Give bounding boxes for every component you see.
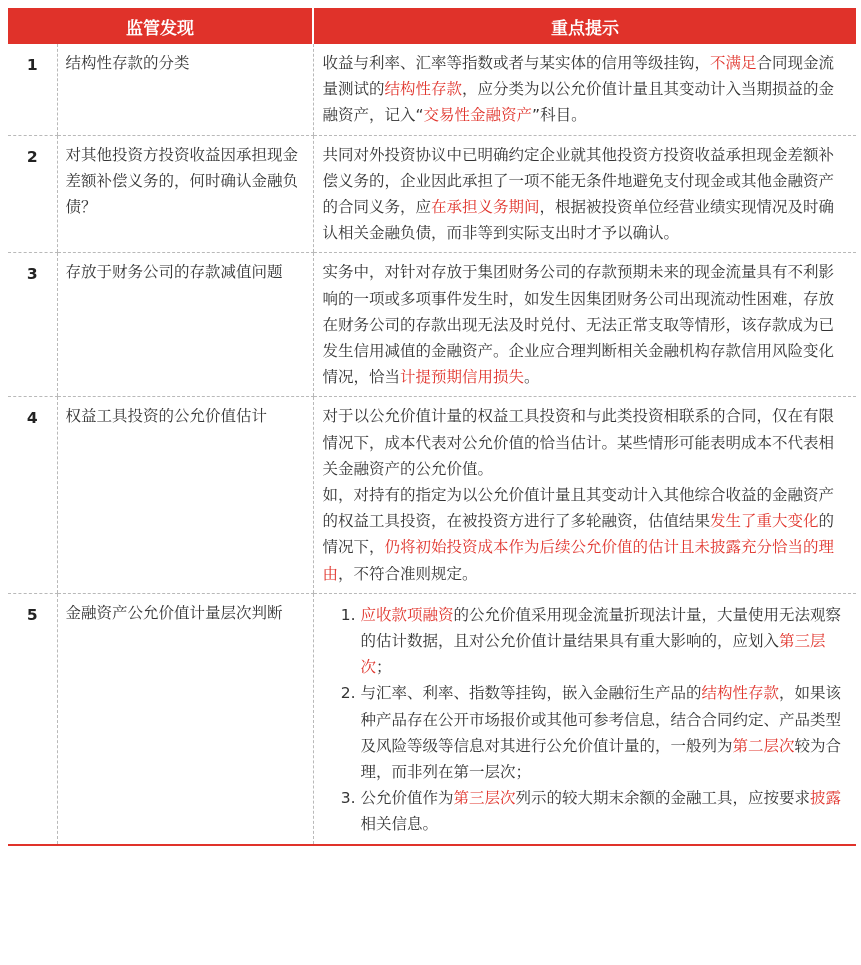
- tip-text: 公允价值作为: [360, 789, 454, 808]
- tip-cell: [313, 397, 856, 593]
- row-number: 3: [8, 253, 57, 397]
- highlight-text: 不满足: [710, 54, 757, 72]
- tip-text: 。: [524, 368, 540, 387]
- highlight-text: 披露: [810, 789, 842, 808]
- tip-cell: [313, 593, 856, 844]
- tip-text: ；: [376, 658, 392, 677]
- tip-text: ，如果该种产品存在公开市场报价或其他可参考信息，结合合同约定、产品类型及风险等级等信息对其进行公允价值计量的，一般列为: [360, 684, 842, 755]
- tip-cell: [313, 135, 856, 253]
- row-number: 2: [8, 135, 57, 253]
- regulatory-findings-table: [8, 8, 856, 846]
- tip-text: 相关信息。: [360, 815, 439, 834]
- tip-text: ，应分类为以公允价值计量且其变动计入当期损益的金融资产，记入“: [322, 80, 835, 125]
- tip-list-item: [361, 785, 849, 837]
- finding-cell: 权益工具投资的公允价值估计: [57, 397, 313, 593]
- highlight-text: 结构性存款: [384, 80, 463, 99]
- finding-cell: 对其他投资方投资收益因承担现金差额补偿义务的，何时确认金融负债？: [57, 135, 313, 253]
- table-header: [8, 8, 856, 44]
- highlight-text: 第三层次: [360, 632, 826, 677]
- table-row: [8, 593, 856, 844]
- tip-text: 列示的较大期末余额的金融工具，应按要求: [515, 789, 811, 808]
- highlight-text: 在承担义务期间: [431, 198, 540, 217]
- row-number: 5: [8, 593, 57, 844]
- highlight-text: 计提预期信用损失: [400, 368, 525, 387]
- tip-text: 较为合理，而非列在第一层次；: [360, 736, 842, 782]
- tip-text: 实务中，对针对存放于集团财务公司的存款预期未来的现金流量具有不利影响的一项或多项事件发生时，如发生因集团财务公司出现流动性困难，存放在财务公司的存款出现无法及时兑付、无法正常支取等情形，该存款成为已发生信用减值的金融资产。企业应合理判断相关金融机构存款信用风险变化情况，恰当: [322, 263, 835, 387]
- tip-text: 对于以公允价值计量的权益工具投资和与此类投资相联系的合同，仅在有限情况下，成本代表对公允价值的恰当估计。某些情形可能表明成本不代表相关金融资产的公允价值。: [322, 407, 835, 478]
- finding-cell: 存放于财务公司的存款减值问题: [57, 253, 313, 397]
- tip-text: 收益与利率、汇率等指数或者与某实体的信用等级挂钩，: [322, 54, 711, 72]
- row-number: 1: [8, 44, 57, 135]
- tip-text: 合同现金流量测试的: [322, 54, 835, 99]
- tip-cell: [313, 44, 856, 135]
- finding-cell: 金融资产公允价值计量层次判断: [57, 593, 313, 844]
- table-row: [8, 44, 856, 135]
- header-key-tips: 重点提示: [313, 8, 856, 44]
- row-number: 4: [8, 397, 57, 593]
- table-row: [8, 253, 856, 397]
- tip-list-item: [361, 680, 849, 785]
- highlight-text: 仍将初始投资成本作为后续公允价值的估计且未披露充分恰当的理由: [322, 538, 835, 583]
- highlight-text: 应收款项融资: [360, 605, 454, 624]
- tip-text: 共同对外投资协议中已明确约定企业就其他投资方投资收益承担现金差额补偿义务的，企业因此承担了一项不能无条件地避免支付现金或其他金融资产的合同义务，应: [322, 145, 835, 217]
- tip-text: 的情况下，: [322, 512, 835, 557]
- highlight-text: 发生了重大变化: [710, 512, 819, 531]
- table-row: [8, 397, 856, 593]
- highlight-text: 结构性存款: [701, 684, 780, 703]
- highlight-text: 交易性金融资产: [423, 106, 533, 125]
- tip-text: 与汇率、利率、指数等挂钩，嵌入金融衍生产品的: [360, 684, 702, 703]
- tip-text: 如，对持有的指定为以公允价值计量且其变动计入其他综合收益的金融资产的权益工具投资，在被投资方进行了多轮融资，估值结果: [322, 486, 835, 531]
- tip-list-item: [361, 602, 849, 681]
- header-findings: 监管发现: [8, 8, 313, 44]
- highlight-text: 第三层次: [453, 789, 516, 808]
- highlight-text: 第二层次: [732, 736, 795, 755]
- tip-text: 的公允价值采用现金流量折现法计量，大量使用无法观察的估计数据，且对公允价值计量结果具有重大影响的，应划入: [360, 605, 842, 651]
- tip-list: [323, 602, 849, 838]
- tip-text: ，不符合准则规定。: [338, 564, 478, 583]
- finding-cell: 结构性存款的分类: [57, 44, 313, 135]
- tip-cell: [313, 253, 856, 397]
- tip-text: ，根据被投资单位经营业绩实现情况及时确认相关金融负债，而非等到实际支出时才予以确认。: [322, 198, 835, 243]
- table-row: [8, 135, 856, 253]
- tip-text: ”科目。: [532, 106, 587, 125]
